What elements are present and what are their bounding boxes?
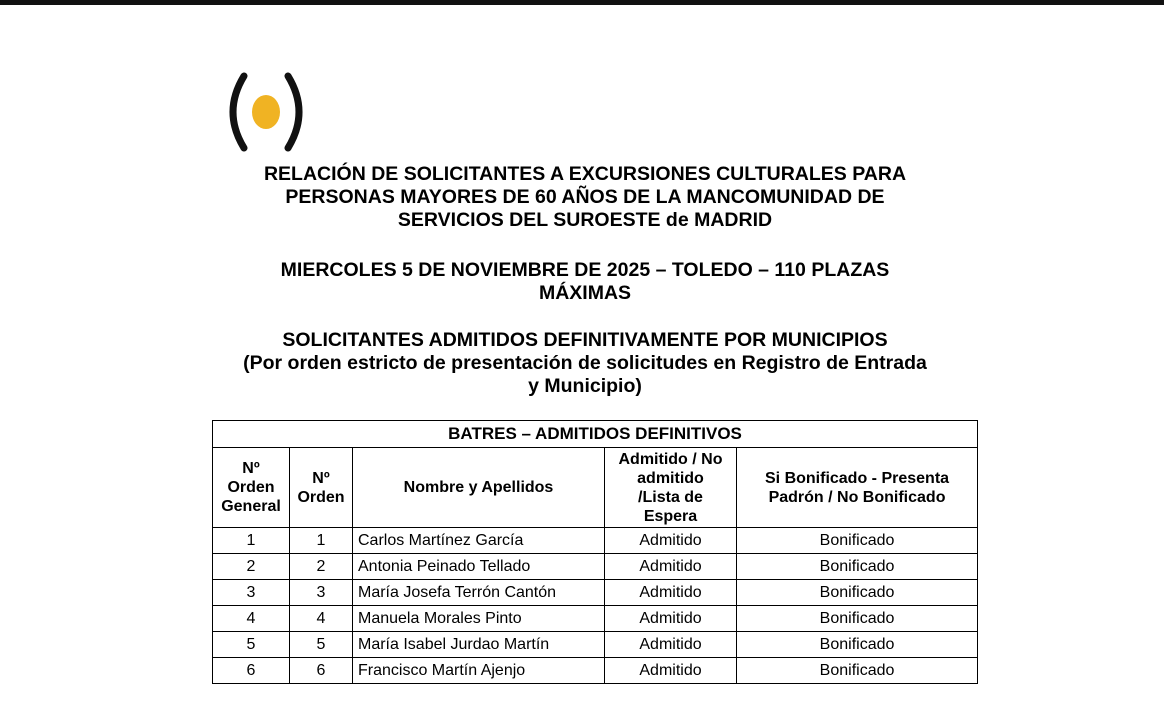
top-border-bar: [0, 0, 1164, 5]
table-row: [213, 554, 978, 580]
table-row: [213, 606, 978, 632]
order-cell: 3: [290, 580, 353, 606]
name-cell: Francisco Martín Ajenjo: [353, 658, 605, 684]
header-order: [290, 448, 353, 528]
general-order-cell: 1: [213, 528, 290, 554]
status-cell: Admitido: [605, 658, 737, 684]
status-cell: Admitido: [605, 580, 737, 606]
status-cell: Admitido: [605, 554, 737, 580]
name-cell: Carlos Martínez García: [353, 528, 605, 554]
status-cell: Admitido: [605, 632, 737, 658]
bonus-cell: Bonificado: [737, 528, 978, 554]
yellow-dot-icon: [252, 95, 280, 129]
admitted-line: (Por orden estricto de presentación de solicitudes en Registro de Entrada: [243, 352, 927, 374]
order-cell: 6: [290, 658, 353, 684]
name-cell: María Isabel Jurdao Martín: [353, 632, 605, 658]
name-cell: María Josefa Terrón Cantón: [353, 580, 605, 606]
title-line: RELACIÓN DE SOLICITANTES A EXCURSIONES CULTURALES PARA: [263, 163, 907, 185]
header-text: admitido: [637, 469, 704, 487]
header-text: /Lista de: [638, 488, 703, 506]
bonus-cell: Bonificado: [737, 632, 978, 658]
bonus-cell: Bonificado: [737, 658, 978, 684]
name-cell: Manuela Morales Pinto: [353, 606, 605, 632]
title-line: PERSONAS MAYORES DE 60 AÑOS DE LA MANCOMUNIDAD DE: [285, 186, 885, 208]
header-text: Nº: [312, 469, 330, 487]
header-text: Orden: [227, 479, 275, 496]
header-text: Padrón / No Bonificado: [768, 488, 946, 506]
general-order-cell: 2: [213, 554, 290, 580]
admitted-heading: [210, 329, 960, 398]
status-cell: Admitido: [605, 528, 737, 554]
header-general-order: [213, 448, 290, 528]
header-text: Admitido / No: [618, 450, 723, 468]
admitted-table: [212, 420, 978, 684]
date-line: MÁXIMAS: [538, 282, 632, 304]
general-order-cell: 6: [213, 658, 290, 684]
parenthesis-dot-logo: [222, 72, 310, 152]
order-cell: 2: [290, 554, 353, 580]
admitted-line: y Municipio): [528, 375, 642, 397]
table-title-row: [213, 421, 978, 448]
table-title: BATRES – ADMITIDOS DEFINITIVOS: [213, 421, 978, 448]
admitted-line: SOLICITANTES ADMITIDOS DEFINITIVAMENTE POR MUNICIPIOS: [282, 329, 888, 351]
table-row: [213, 528, 978, 554]
table-row: [213, 658, 978, 684]
document-title: [210, 163, 960, 232]
bonus-cell: Bonificado: [737, 554, 978, 580]
title-line: SERVICIOS DEL SUROESTE de MADRID: [397, 209, 773, 231]
header-text: Espera: [643, 507, 698, 525]
general-order-cell: 3: [213, 580, 290, 606]
table-row: [213, 632, 978, 658]
header-text: Si Bonificado - Presenta: [765, 469, 950, 487]
general-order-cell: 5: [213, 632, 290, 658]
order-cell: 5: [290, 632, 353, 658]
header-text: Nº: [242, 460, 260, 477]
header-text: Nombre y Apellidos: [403, 479, 554, 496]
bonus-cell: Bonificado: [737, 580, 978, 606]
table-header-row: [213, 448, 978, 528]
bonus-cell: Bonificado: [737, 606, 978, 632]
header-text: Orden: [297, 488, 345, 506]
right-bracket-icon: [288, 76, 299, 148]
left-bracket-icon: [233, 76, 244, 148]
header-text: General: [221, 498, 281, 515]
excursion-date-heading: [210, 259, 960, 305]
order-cell: 4: [290, 606, 353, 632]
status-cell: Admitido: [605, 606, 737, 632]
header-admitted: [605, 448, 737, 528]
header-bonus: [737, 448, 978, 528]
order-cell: 1: [290, 528, 353, 554]
date-line: MIERCOLES 5 DE NOVIEMBRE DE 2025 – TOLEDO – 110 PLAZAS: [280, 259, 890, 281]
name-cell: Antonia Peinado Tellado: [353, 554, 605, 580]
general-order-cell: 4: [213, 606, 290, 632]
table-row: [213, 580, 978, 606]
header-name: [353, 448, 605, 528]
